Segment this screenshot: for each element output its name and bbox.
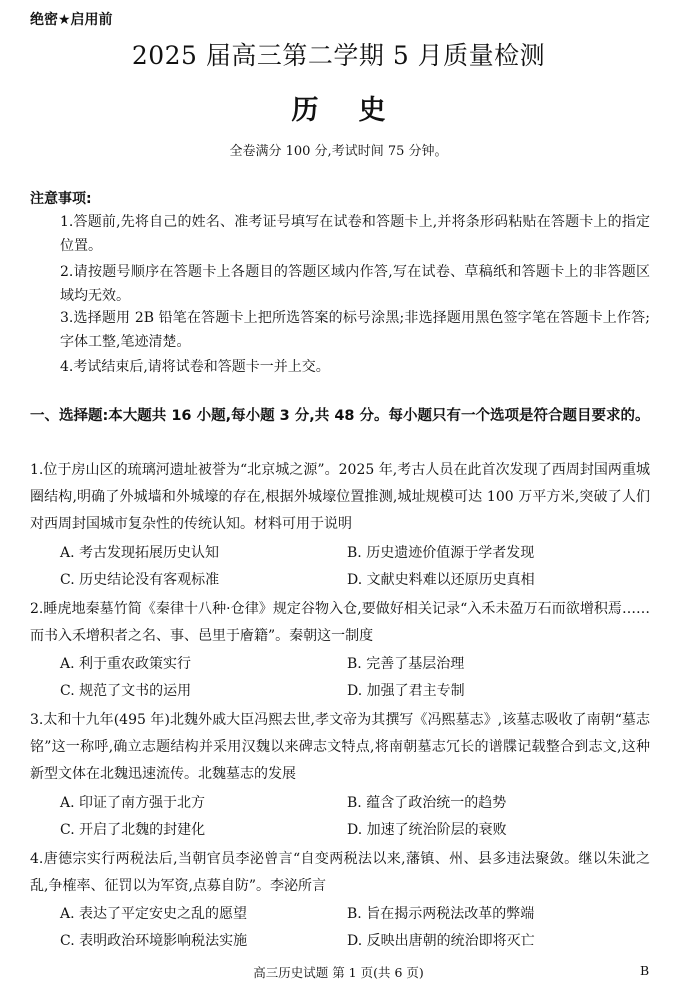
question-4-option-b: B. 旨在揭示两税法改革的弊端 <box>347 906 535 922</box>
question-3-option-d: D. 加速了统治阶层的衰败 <box>347 822 507 838</box>
question-3-option-c: C. 开启了北魏的封建化 <box>60 822 206 838</box>
question-2-stem: 2.睡虎地秦墓竹简《秦律十八种·仓律》规定谷物入仓,要做好相关记录“入禾未盈万石而欲增积焉……而书入禾增积者之名、事、邑里于廥籍”。秦朝这一制度 <box>30 601 650 644</box>
subject-title: 历史 <box>291 95 426 126</box>
question-2-option-b: B. 完善了基层治理 <box>347 656 465 672</box>
notice-item-4: 4.考试结束后,请将试卷和答题卡一并上交。 <box>60 359 330 375</box>
exam-info: 全卷满分 100 分,考试时间 75 分钟。 <box>229 144 448 159</box>
question-3-option-b: B. 蕴含了政治统一的趋势 <box>347 795 507 811</box>
question-2-option-d: D. 加强了君主专制 <box>347 683 465 699</box>
question-1-option-c: C. 历史结论没有客观标准 <box>60 572 220 588</box>
exam-title: 2025 届高三第二学期 5 月质量检测 <box>131 41 546 70</box>
question-4-stem: 4.唐德宗实行两税法后,当朝官员李泌曾言“自变两税法以来,藩镇、州、县多违法聚敛。继以朱泚之乱,争榷率、征罚以为军资,点募自防”。李泌所言 <box>30 851 650 894</box>
page-footer: 高三历史试题 第 1 页(共 6 页) <box>253 965 424 980</box>
notice-item-3: 3.选择题用 2B 铅笔在答题卡上把所选答案的标号涂黑;非选择题用黑色签字笔在答题卡上作答;字体工整,笔迹清楚。 <box>60 310 650 350</box>
question-4-option-c: C. 表明政治环境影响税法实施 <box>60 933 248 949</box>
question-1-option-d: D. 文献史料难以还原历史真相 <box>347 572 535 588</box>
question-1-option-b: B. 历史遗迹价值源于学者发现 <box>347 545 535 561</box>
question-2-option-c: C. 规范了文书的运用 <box>60 683 192 699</box>
confidential-label: 绝密★启用前 <box>30 12 113 28</box>
notice-item-2: 2.请按题号顺序在答题卡上各题目的答题区域内作答,写在试卷、草稿纸和答题卡上的非答题区域均无效。 <box>60 264 650 304</box>
section-heading: 一、选择题:本大题共 16 小题,每小题 3 分,共 48 分。每小题只有一个选项是符合题目要求的。 <box>30 408 650 424</box>
question-4-option-a: A. 表达了平定安史之乱的愿望 <box>60 906 248 922</box>
question-4-option-d: D. 反映出唐朝的统治即将灭亡 <box>347 933 535 949</box>
notice-item-1: 1.答题前,先将自己的姓名、准考证号填写在试卷和答题卡上,并将条形码粘贴在答题卡上的指定位置。 <box>60 214 650 254</box>
question-3-stem: 3.太和十九年(495 年)北魏外戚大臣冯熙去世,孝文帝为其撰写《冯熙墓志》,该墓志吸收了南朝“墓志铭”这一称呼,确立志题结构并采用汉魏以来碑志文特点,将南朝墓志冗长的谱牒记载整合到志文,这种新型文体在北魏迅速流传。北魏墓志的发展 <box>30 712 650 782</box>
question-1-option-a: A. 考古发现拓展历史认知 <box>60 545 220 561</box>
question-3-option-a: A. 印证了南方强于北方 <box>60 795 206 811</box>
paper-version: B <box>640 963 650 978</box>
notice-heading: 注意事项: <box>30 191 92 207</box>
question-1-stem: 1.位于房山区的琉璃河遗址被誉为“北京城之源”。2025 年,考古人员在此首次发现了西周封国两重城圈结构,明确了外城墙和外城壕的存在,根据外城壕位置推测,城址规模可达 100 万平方米,突破了人们对西周封国城市复杂性的传统认知。材料可用于说明 <box>30 462 650 532</box>
question-2-option-a: A. 利于重农政策实行 <box>60 656 192 672</box>
